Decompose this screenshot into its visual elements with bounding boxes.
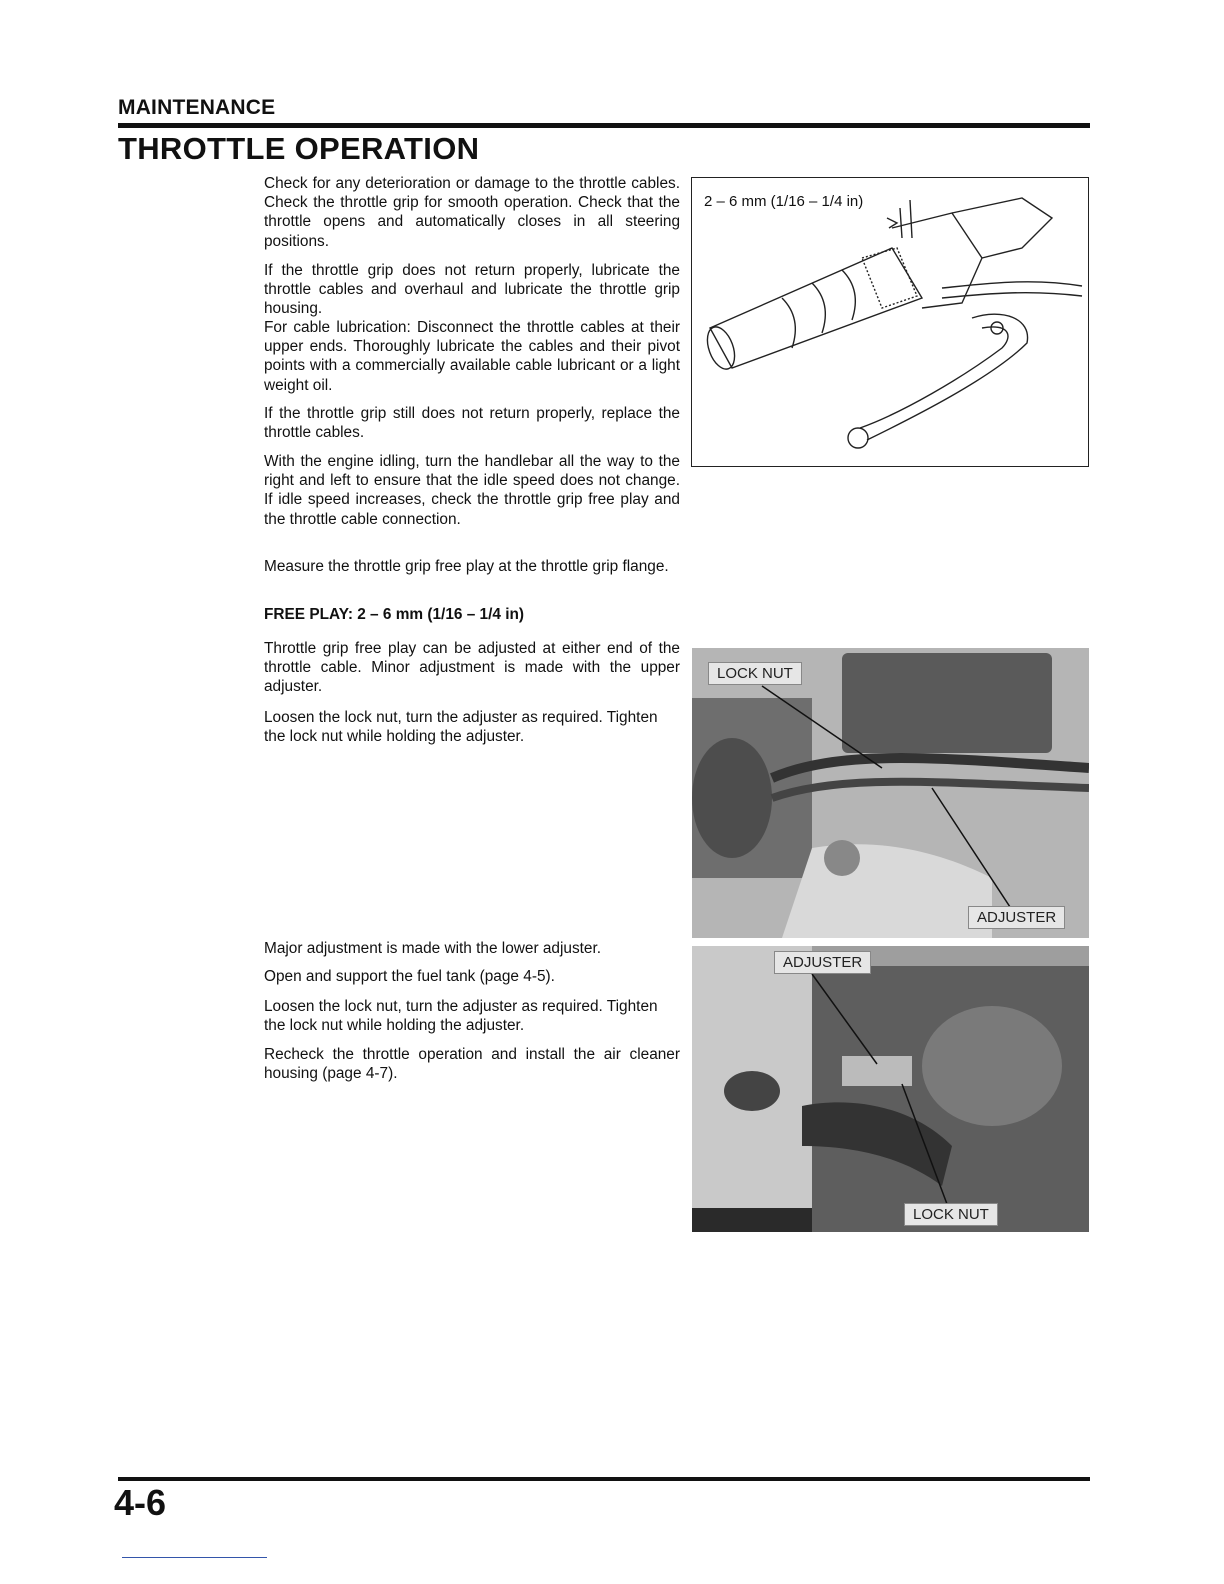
paragraph-adjustment: Throttle grip free play can be adjusted at either end of the throttle cable. Minor adjustment is made with the upper adjuster.: [264, 640, 680, 696]
paragraph-idle-check: With the engine idling, turn the handlebar all the way to the right and left to ensure that the idle speed does not change. If idle speed increases, check the throttle grip free play and the throttle cable connection.: [264, 453, 680, 528]
header-rule: [118, 123, 1090, 128]
lower-adjuster-illustration: [692, 946, 1089, 1232]
adjuster-label: ADJUSTER: [968, 906, 1065, 929]
section-label: MAINTENANCE: [118, 96, 276, 119]
page-number: 4-6: [114, 1482, 167, 1523]
paragraph-fuel-tank: Open and support the fuel tank (page 4-5).: [264, 968, 555, 985]
lock-nut-label: LOCK NUT: [904, 1203, 998, 1226]
page-title: THROTTLE OPERATION: [118, 131, 480, 166]
throttle-grip-drawing: [692, 178, 1087, 465]
lower-adjuster-photo: [692, 946, 1089, 1232]
adjuster-label: ADJUSTER: [774, 951, 871, 974]
paragraph-lubricate: If the throttle grip does not return properly, lubricate the throttle cables and overhaul and lubricate the throttle grip housing.: [264, 262, 680, 318]
paragraph-replace-cables: If the throttle grip still does not return properly, replace the throttle cables.: [264, 405, 680, 442]
paragraph-cable-lubrication: For cable lubrication: Disconnect the throttle cables at their upper ends. Thoroughly lubricate the cables and their pivot points with a commercially available cable lubricant or a light weight oil.: [264, 319, 680, 394]
paragraph-major-adjust: Major adjustment is made with the lower adjuster.: [264, 940, 602, 957]
paragraph-inspection: Check for any deterioration or damage to the throttle cables. Check the throttle grip for smooth operation. Check that the throttle opens and automatically closes in all steering positions.: [264, 175, 680, 250]
paragraph-measure: Measure the throttle grip free play at the throttle grip flange.: [264, 558, 669, 575]
footer-link-underline: [122, 1557, 267, 1558]
upper-adjuster-illustration: [692, 648, 1089, 938]
throttle-grip-figure: [691, 177, 1089, 467]
free-play-spec: FREE PLAY: 2 – 6 mm (1/16 – 1/4 in): [264, 606, 525, 623]
free-play-dimension-label: 2 – 6 mm (1/16 – 1/4 in): [704, 193, 864, 210]
paragraph-lower-adjust: Loosen the lock nut, turn the adjuster as required. Tighten the lock nut while holding the adjuster.: [264, 998, 658, 1035]
paragraph-recheck: Recheck the throttle operation and install the air cleaner housing (page 4-7).: [264, 1046, 680, 1083]
upper-adjuster-photo: [692, 648, 1089, 938]
lock-nut-label: LOCK NUT: [708, 662, 802, 685]
footer-rule: [118, 1477, 1090, 1481]
paragraph-upper-adjust: Loosen the lock nut, turn the adjuster as required. Tighten the lock nut while holding the adjuster.: [264, 709, 658, 746]
